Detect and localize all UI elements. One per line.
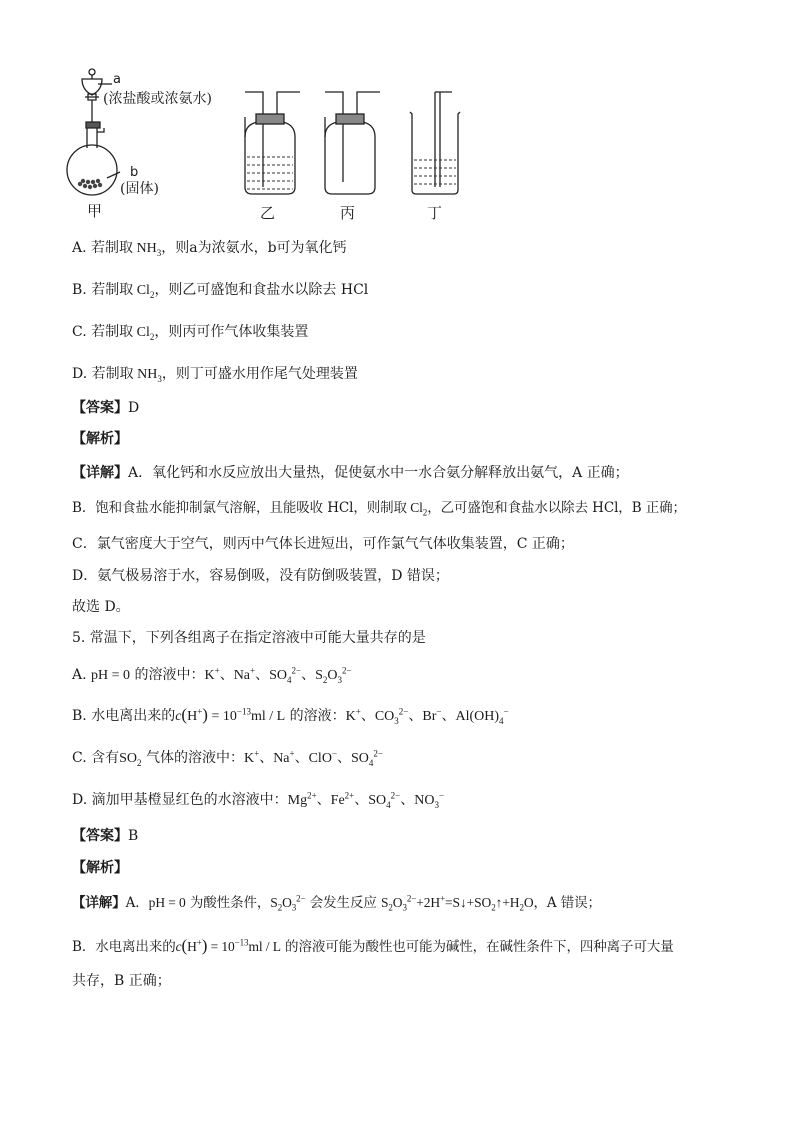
q5-detail-a-4: ，A 错误； [533,895,601,911]
q4-d-rest: ，则丁可盛水用作尾气处理装置 [161,366,358,382]
q5-detail-a-2: 为酸性条件， [185,895,271,911]
q4-detail-a-text: A．氧化钙和水反应放出大量热，促使氨水中一水合氨分解释放出氨气，A 正确； [128,465,629,481]
q5-detail-b-2: 的溶液可能为酸性也可能为碱性，在碱性条件下，四种离子可大量 [280,939,674,955]
q5-c-gas: $SO_2$ [119,751,142,768]
q5-b-ions: K+、$CO_3^{2-}$、Br−、$Al(OH)_4^-$ [345,706,509,726]
q4-b-rest: ，则乙可盛饱和食盐水以除去 HCl [154,282,369,298]
q4-option-a [72,238,347,259]
q5-option-d [72,790,444,811]
q5-detail-b [72,936,674,957]
q4-b-prefix: B. 若制取 [72,282,134,298]
label-a: a [113,72,121,87]
q5-a-prefix: A. [72,667,92,683]
q5-stem: 5. 常温下，下列各组离子在指定溶液中可能大量共存的是 [72,630,426,646]
q4-option-c [72,322,308,343]
q4-detail-b-part2: ，乙可盛饱和食盐水以除去 HCl，B 正确； [427,500,686,516]
q5-a-text: 的溶液中： [130,667,205,683]
q4-option-b [72,280,368,301]
q4-c-chem [133,325,154,340]
label-a-note: (浓盐酸或浓氨水) [103,91,212,107]
q5-detail-b-unit: ml / L [248,939,281,954]
q4-detail-b-sub: 2 [422,507,428,518]
q4-answer-value: D [128,400,140,416]
sep: 、 [301,668,316,683]
q5-d-prefix: D. 滴加甲基橙显红色的水溶液中： [72,792,288,808]
label-jia: 甲 [87,202,103,220]
q4-a-formula: NH [136,241,157,256]
q4-detail-label: 【详解】 [72,465,128,481]
q5-detail-b-cond: $c(H^+) = 10^{-13}ml / L$ [175,936,281,955]
q4-detail-b-formula: Cl [410,500,423,515]
q4-analysis-label: 【解析】 [72,431,128,447]
sep: 、 [360,709,375,724]
q5-detail-b-exp: −13 [234,937,249,948]
q4-c-formula: Cl [136,325,150,340]
q5-b-text: 的溶液： [285,708,346,724]
q4-c-sub: 2 [149,331,155,342]
sep: 、 [219,668,234,683]
q5-a-ions: K+、Na+、$SO_4^{2-}$、$S_2O_3^{2-}$ [204,665,352,685]
apparatus-figure [60,62,480,224]
q5-b-exp: −13 [236,706,251,717]
q4-c-rest: ，则丙可作气体收集装置 [154,324,309,340]
q4-conclusion: 故选 D。 [72,599,130,615]
sep: 、 [354,793,369,808]
sep: 、 [441,709,456,724]
q4-b-sub: 2 [149,289,155,300]
label-b-note: (固体) [120,181,159,197]
q5-c-text: 气体的溶液中： [141,750,244,766]
q5-detail-a-ion: $S_2O_3^{2-}$ [270,893,306,913]
sep: 、 [316,793,331,808]
label-yi: 乙 [260,204,276,222]
sep: 、 [255,668,270,683]
q4-detail-c: C．氯气密度大于空气，则丙中气体长进短出，可作氯气气体收集装置，C 正确； [72,536,574,552]
label-b: b [130,165,139,180]
q4-b-formula: Cl [136,283,150,298]
sep: 、 [408,709,423,724]
q4-detail-b-part1: B．饱和食盐水能抑制氯气溶解，且能吸收 HCl，则制取 [72,500,407,516]
q5-answer [72,826,138,846]
q5-option-a [72,665,352,686]
q5-d-ions: $Mg^{2+}$、$Fe^{2+}$、$SO_4^{2-}$、$NO_3^-$ [287,790,445,810]
q5-detail-b-1: B．水电离出来的 [72,939,176,955]
q5-detail-a-1: A． [125,895,149,911]
sep: 、 [337,751,352,766]
q4-d-prefix: D. 若制取 [72,366,134,382]
label-bing: 丙 [340,204,356,222]
sep: 、 [259,751,274,766]
q4-d-formula: NH [137,367,158,382]
q5-answer-value: B [128,828,139,844]
q5-b-eq: = 10 [207,709,237,724]
q5-option-b [72,705,509,727]
q5-b-cond: $c(H^+) = 10^{-13}ml / L$ [175,705,286,724]
q4-b-chem [133,283,154,298]
q4-detail-b [72,498,686,518]
q5-detail-a-cond: pH = 0 [148,895,186,910]
q5-detail-a [72,893,601,913]
q4-detail-b-chem [407,500,428,518]
q4-a-prefix: A. 若制取 [72,240,134,256]
q5-detail-label: 【详解】 [72,895,126,911]
q4-answer [72,398,139,418]
q5-detail-b-c: c [175,939,182,954]
q4-detail-d: D．氨气极易溶于水，容易倒吸，没有防倒吸装置，D 错误； [72,568,449,584]
q4-a-chem [133,241,161,256]
sep: 、 [400,793,415,808]
q4-c-prefix: C. 若制取 [72,324,134,340]
q5-option-c [72,748,383,769]
sep: 、 [294,751,309,766]
q4-answer-label: 【答案】 [72,400,128,416]
q5-detail-a-reaction: $S_2O_3^{2-}+2H^+=S↓+SO_2↑+H_2O$ [380,893,534,913]
q5-detail-b-h: H [187,939,197,954]
q5-analysis-label: 【解析】 [72,860,128,876]
q5-b-c: c [175,709,182,724]
q4-a-sub: 3 [156,247,162,258]
q4-d-sub: 3 [157,373,162,384]
q5-answer-label: 【答案】 [72,828,128,844]
q5-detail-b-eq: = 10 [207,939,235,954]
q5-c-ions: K+、Na+、ClO−、$SO_4^{2-}$ [243,748,383,768]
q4-option-d [72,364,358,385]
q5-b-unit: ml / L [250,709,286,724]
q4-detail-a [72,463,629,483]
q4-d-chem [134,367,162,382]
q5-detail-b-cont: 共存，B 正确； [72,973,171,989]
label-ding: 丁 [427,204,443,222]
q5-detail-a-3: 会发生反应 [305,895,381,911]
q4-a-rest: ，则a为浓氨水，b可为氧化钙 [161,240,347,256]
q5-a-cond: pH = 0 [91,668,131,683]
q5-b-prefix: B. 水电离出来的 [72,708,176,724]
q5-c-prefix: C. 含有 [72,750,120,766]
q5-b-h: H [187,709,198,724]
